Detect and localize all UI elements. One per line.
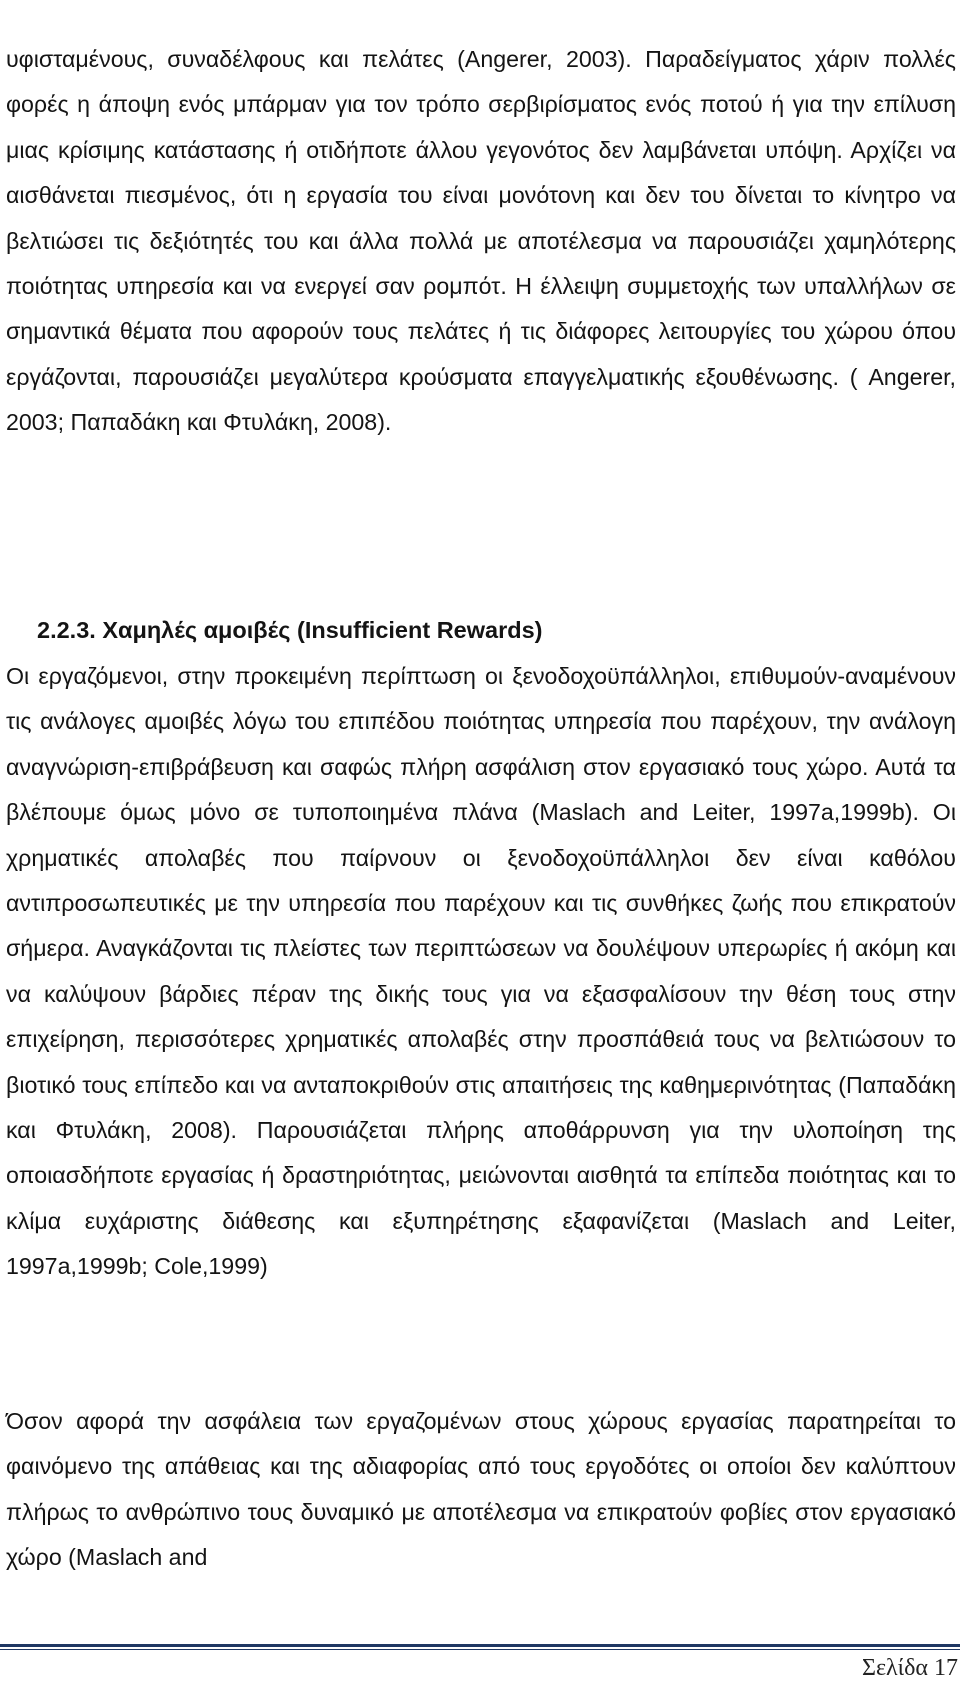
body-paragraph: υφισταμένους, συναδέλφους και πελάτες (Angerer, 2003). Παραδείγματος χάριν πολλές φορές η άποψη ενός μπάρμαν για τον τρόπο σερβιρίσματος ενός ποτού ή για την επίλυση μιας κρίσιμης κατάστασης ή οτιδήποτε άλλου γεγονότος δεν λαμβάνεται υπόψη. Αρχίζει να αισθάνεται πιεσμένος, ότι η εργασία του είναι μονότονη και δεν του δίνεται το κίνητρο να βελτιώσει τις δεξιότητές του και άλλα πολλά με αποτέλεσμα να παρουσιάζει χαμηλότερης ποιότητας υπηρεσία και να ενεργεί σαν ρομπότ. Η έλλειψη συμμετοχής των υπαλλήλων σε σημαντικά θέματα που αφορούν τους πελάτες ή τις διάφορες λειτουργίες του χώρου όπου εργάζονται, παρουσιάζει μεγαλύτερα κρούσματα επαγγελματικής εξουθένωσης. ( Angerer, 2003; Παπαδάκη και Φτυλάκη, 2008). — [6, 46, 956, 436]
footer-divider — [0, 1644, 960, 1647]
body-paragraph: Όσον αφορά την ασφάλεια των εργαζομένων στους χώρους εργασίας παρατηρείται το φαινόμενο της απάθειας και της αδιαφορίας από τους εργοδότες οι οποίοι δεν καλύπτουν πλήρως το ανθρώπινο τους δυναμικό με αποτέλεσμα να επικρατούν φοβίες στον εργασιακό χώρο (Maslach and — [6, 1408, 956, 1571]
body-paragraph: Οι εργαζόμενοι, στην προκειμένη περίπτωση οι ξενοδοχοϋπάλληλοι, επιθυμούν-αναμένουν τις ανάλογες αμοιβές λόγω του επιπέδου ποιότητας υπηρεσία που παρέχουν, την ανάλογη αναγνώριση-επιβράβευση και σαφώς πλήρη ασφάλιση στον εργασιακό τους χώρο. Αυτά τα βλέπουμε όμως μόνο σε τυποποιημένα πλάνα (Maslach and Leiter, 1997a,1999b). Οι χρηματικές απολαβές που παίρνουν οι ξενοδοχοϋπάλληλοι δεν είναι καθόλου αντιπροσωπευτικές με την υπηρεσία που παρέχουν και τις συνθήκες ζωής που επικρατούν σήμερα. Αναγκάζονται τις πλείστες των περιπτώσεων να δουλέψουν υπερωρίες ή ακόμη και να καλύψουν βάρδιες πέραν της δικής τους για να εξασφαλίσουν την θέση τους στην επιχείρηση, περισσότερες χρηματικές απολαβές στην προσπάθειά τους να βελτιώσουν το βιοτικό τους επίπεδο και να ανταποκριθούν στις απαιτήσεις της καθημερινότητας (Παπαδάκη και Φτυλάκη, 2008). Παρουσιάζεται πλήρης αποθάρρυνση για την υλοποίηση της οποιασδήποτε εργασίας ή δραστηριότητας, μειώνονται αισθητά τα επίπεδα ποιότητας και το κλίμα ευχάριστης διάθεσης και εξυπηρέτησης εξαφανίζεται (Maslach and Leiter, 1997a,1999b; Cole,1999) — [6, 663, 956, 1280]
footer-divider — [0, 1649, 960, 1650]
section-heading: 2.2.3. Χαμηλές αμοιβές (Insufficient Rewards) — [37, 617, 543, 643]
page-number: Σελίδα 17 — [861, 1655, 958, 1681]
